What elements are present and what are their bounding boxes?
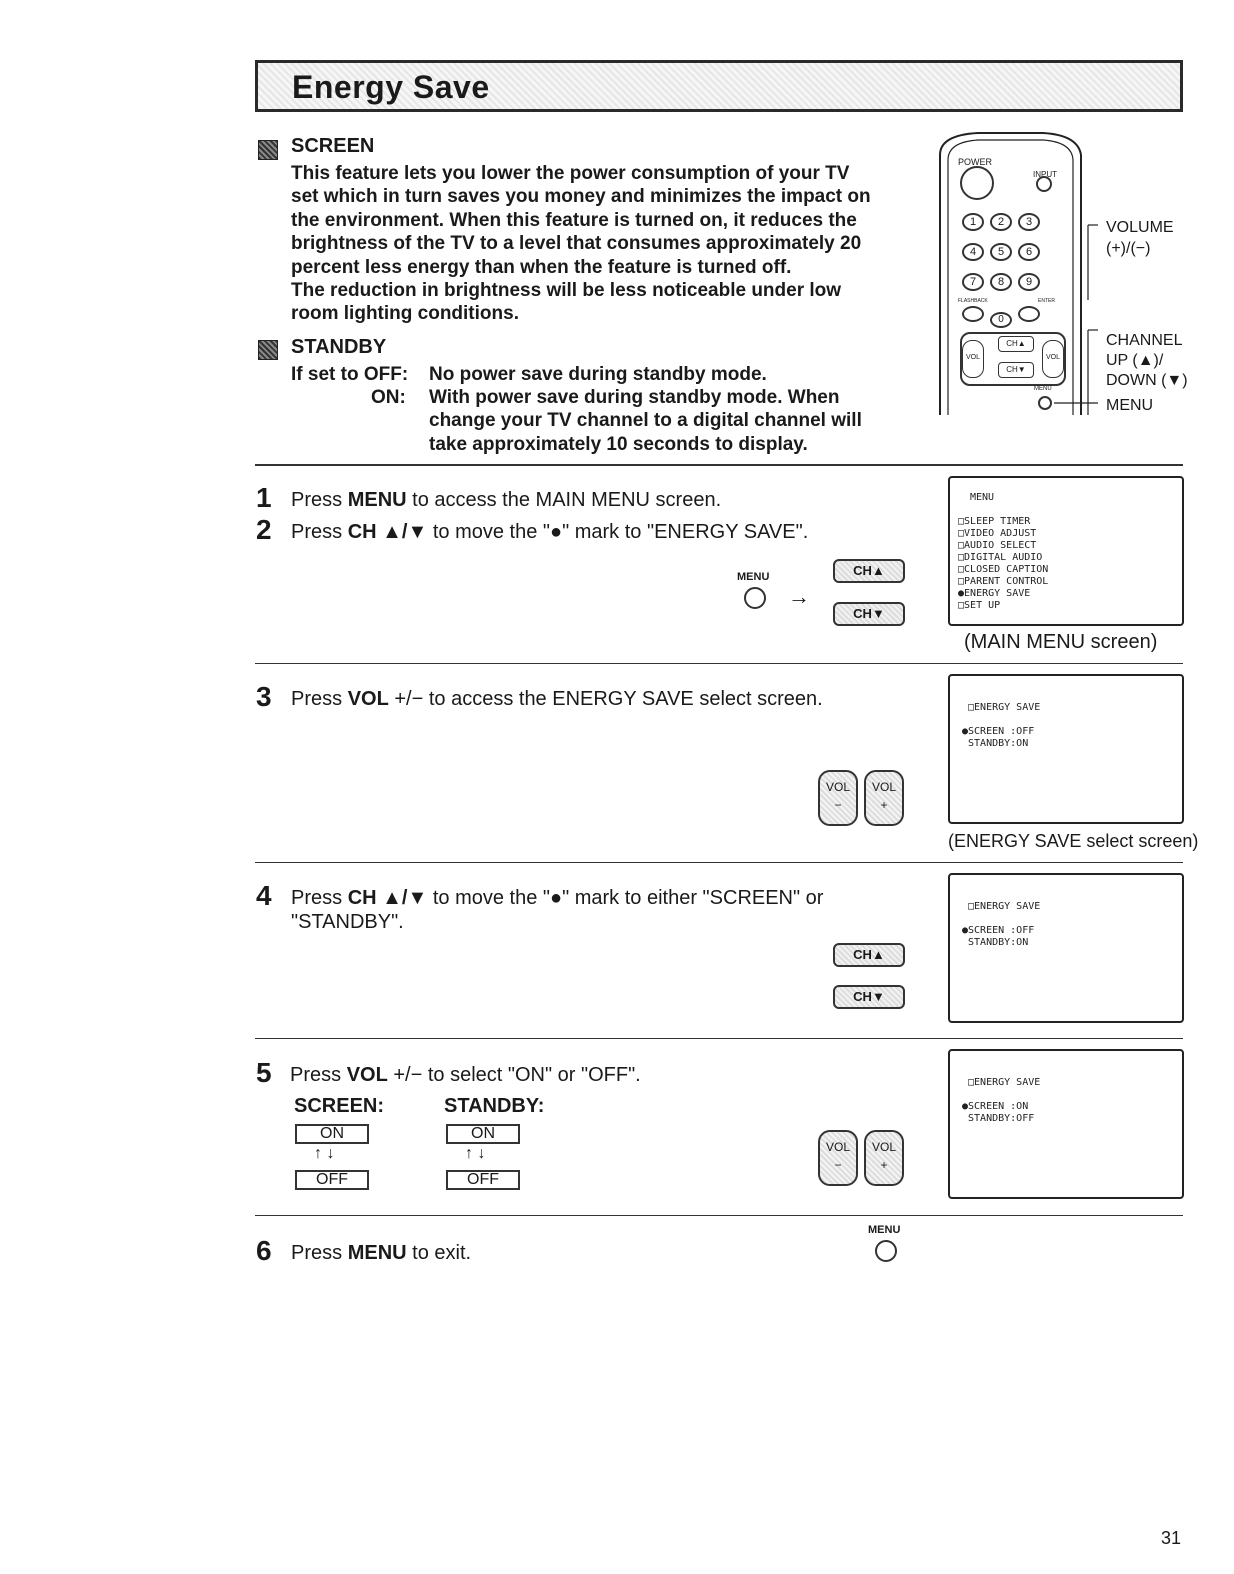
- step-text-post: to access the MAIN MENU screen.: [406, 489, 722, 511]
- toggle-off-box: OFF: [295, 1170, 369, 1190]
- osd-title: □ENERGY SAVE: [968, 901, 1041, 912]
- step-text-bold: MENU: [347, 489, 407, 511]
- step-number: 4: [256, 880, 272, 911]
- page-title: Energy Save: [292, 69, 490, 105]
- osd-line: STANDBY:ON: [962, 937, 1029, 948]
- step-text-bold: CH ▲/▼: [347, 521, 428, 543]
- page-number: 31: [1161, 1528, 1182, 1548]
- osd-menu-item: □PARENT CONTROL: [958, 576, 1049, 587]
- vol-plus-icon: VOL +: [864, 1130, 904, 1186]
- osd-line: ●SCREEN :OFF: [962, 925, 1035, 936]
- remote-menu-label: MENU: [1034, 386, 1052, 392]
- ch-down-icon: CH▼: [833, 602, 905, 626]
- osd-title: □ENERGY SAVE: [968, 702, 1041, 713]
- step-number: 1: [256, 482, 272, 513]
- step-1-text: [291, 488, 721, 512]
- standby-on-line: change your TV channel to a digital channel will: [429, 410, 862, 432]
- screen-line: This feature lets you lower the power consumption of your TV: [291, 163, 850, 184]
- osd-menu-item: □SLEEP TIMER: [958, 516, 1031, 527]
- main-menu-screen: [948, 476, 1184, 626]
- step-text-pre: Press: [291, 1242, 348, 1264]
- step-text-post: +/− to access the ENERGY SAVE select screen.: [388, 688, 823, 710]
- screen-heading: SCREEN: [291, 135, 375, 157]
- standby-off-label: If set to OFF:: [291, 364, 409, 385]
- screen-description: [291, 162, 921, 326]
- remote-input-label: INPUT: [1033, 170, 1057, 179]
- digit-9-icon: 9: [1018, 273, 1040, 291]
- step-text-bold: VOL: [346, 1064, 388, 1086]
- digit-3-icon: 3: [1018, 213, 1040, 231]
- divider: [255, 663, 1183, 664]
- flashback-label: FLASHBACK: [958, 298, 988, 304]
- divider: [255, 1038, 1183, 1039]
- step-text-bold: CH ▲/▼: [347, 887, 428, 909]
- standby-on-line: take approximately 10 seconds to display.: [429, 433, 808, 455]
- menu-callout: MENU: [1106, 397, 1154, 414]
- vol-plus-remote-icon: VOL: [1042, 340, 1064, 378]
- title-bar: [255, 60, 1183, 112]
- section-bullet-icon: [258, 140, 278, 160]
- toggle-arrows-icon: ↑ ↓: [314, 1145, 335, 1162]
- step-text-bold: VOL: [347, 688, 389, 710]
- osd-line: STANDBY:ON: [962, 738, 1029, 749]
- ch-down-icon: CH▼: [833, 985, 905, 1009]
- screen-line: room lighting conditions.: [291, 303, 519, 325]
- vol-minus-remote-icon: VOL: [962, 340, 984, 378]
- standby-on-text: [429, 386, 919, 456]
- step-number: 3: [256, 681, 272, 712]
- osd-menu-list: [958, 516, 1048, 612]
- screen-line: brightness of the TV to a level that consumes approximately 20: [291, 233, 862, 255]
- digit-1-icon: 1: [962, 213, 984, 231]
- vol-minus-icon: VOL −: [818, 770, 858, 826]
- step-number: 2: [256, 514, 272, 545]
- section-bullet-icon: [258, 340, 278, 360]
- step-text-pre: Press: [291, 887, 348, 909]
- step-text-pre: Press: [291, 489, 348, 511]
- screen-line: set which in turn saves you money and minimizes the impact on: [291, 186, 871, 208]
- osd-line: STANDBY:OFF: [962, 1113, 1035, 1124]
- step-text-post: +/− to select "ON" or "OFF".: [387, 1064, 641, 1086]
- osd-title: □ENERGY SAVE: [968, 1077, 1041, 1088]
- standby-on-line: With power save during standby mode. When: [429, 387, 840, 408]
- step-6-text: [291, 1241, 471, 1265]
- step-4-text: [291, 886, 823, 910]
- channel-callout: CHANNEL: [1106, 332, 1183, 349]
- digit-5-icon: 5: [990, 243, 1012, 261]
- toggle-screen-label: SCREEN:: [294, 1095, 385, 1117]
- step-text-post: to exit.: [406, 1242, 472, 1264]
- osd-menu-item: □DIGITAL AUDIO: [958, 552, 1043, 563]
- standby-heading: STANDBY: [291, 336, 387, 358]
- step-text-pre: Press: [291, 521, 348, 543]
- toggle-on-box: ON: [295, 1124, 369, 1144]
- volume-callout: VOLUME: [1106, 219, 1174, 236]
- channel-callout-up: UP (▲)/: [1106, 352, 1164, 369]
- digit-2-icon: 2: [990, 213, 1012, 231]
- energy-save-screen-3: [948, 1049, 1184, 1199]
- toggle-standby-label: STANDBY:: [444, 1095, 545, 1117]
- screen-line: The reduction in brightness will be less noticeable under low: [291, 280, 842, 302]
- vol-plus-icon: VOL +: [864, 770, 904, 826]
- standby-off-text: No power save during standby mode.: [429, 364, 767, 385]
- menu-icon-label: MENU: [868, 1224, 901, 1236]
- ch-up-icon: CH▲: [833, 943, 905, 967]
- step-text-pre: Press: [291, 688, 348, 710]
- menu-icon-label: MENU: [737, 571, 770, 583]
- divider: [255, 862, 1183, 863]
- energy-save-screen-1: [948, 674, 1184, 824]
- osd-menu-item: □CLOSED CAPTION: [958, 564, 1049, 575]
- step-text-post: to move the "●" mark to "ENERGY SAVE".: [427, 521, 809, 543]
- divider: [255, 1215, 1183, 1216]
- menu-button-icon: [875, 1240, 897, 1262]
- vol-minus-icon: VOL −: [818, 1130, 858, 1186]
- step-4-text-line2: "STANDBY".: [291, 911, 404, 933]
- screen-line: percent less energy than when the feature is turned off.: [291, 256, 792, 278]
- volume-callout-sub: (+)/(−): [1106, 240, 1151, 257]
- channel-callout-down: DOWN (▼): [1106, 372, 1188, 389]
- step-number: 5: [256, 1057, 272, 1088]
- toggle-arrows-icon: ↑ ↓: [465, 1145, 486, 1162]
- osd-menu-item: □VIDEO ADJUST: [958, 528, 1037, 539]
- digit-4-icon: 4: [962, 243, 984, 261]
- step-text-post: to move the "●" mark to either "SCREEN" or: [427, 887, 824, 909]
- main-menu-caption: (MAIN MENU screen): [964, 631, 1158, 653]
- menu-button-icon: [744, 587, 766, 609]
- osd-menu-item: □SET UP: [958, 600, 1001, 611]
- divider: [255, 464, 1183, 466]
- digit-6-icon: 6: [1018, 243, 1040, 261]
- step-2-text: [291, 520, 808, 544]
- digit-8-icon: 8: [990, 273, 1012, 291]
- remote-control: [938, 130, 1098, 420]
- callout-lines-icon: [938, 130, 1098, 420]
- osd-line: ●SCREEN :ON: [962, 1101, 1029, 1112]
- standby-on-label: ON:: [371, 387, 406, 408]
- osd-line: ●SCREEN :OFF: [962, 726, 1035, 737]
- ch-up-icon: CH▲: [833, 559, 905, 583]
- osd-menu-item-selected: ●ENERGY SAVE: [958, 588, 1031, 599]
- step-5-text: [290, 1063, 641, 1087]
- step-number: 6: [256, 1235, 272, 1266]
- enter-label: ENTER: [1038, 298, 1055, 304]
- digit-0-icon: 0: [990, 312, 1012, 328]
- step-text-pre: Press: [290, 1064, 347, 1086]
- remote-power-label: POWER: [958, 157, 993, 167]
- digit-7-icon: 7: [962, 273, 984, 291]
- ch-down-remote-icon: CH▼: [998, 362, 1034, 378]
- osd-title: MENU: [970, 492, 995, 503]
- osd-menu-item: □AUDIO SELECT: [958, 540, 1037, 551]
- toggle-on-box: ON: [446, 1124, 520, 1144]
- screen-line: the environment. When this feature is turned on, it reduces the: [291, 209, 857, 231]
- step-text-bold: MENU: [347, 1242, 407, 1264]
- energy-save-caption: (ENERGY SAVE select screen): [948, 831, 1199, 851]
- arrow-right-icon: →: [788, 584, 810, 609]
- toggle-off-box: OFF: [446, 1170, 520, 1190]
- energy-save-screen-2: [948, 873, 1184, 1023]
- step-3-text: [291, 687, 823, 711]
- ch-up-remote-icon: CH▲: [998, 336, 1034, 352]
